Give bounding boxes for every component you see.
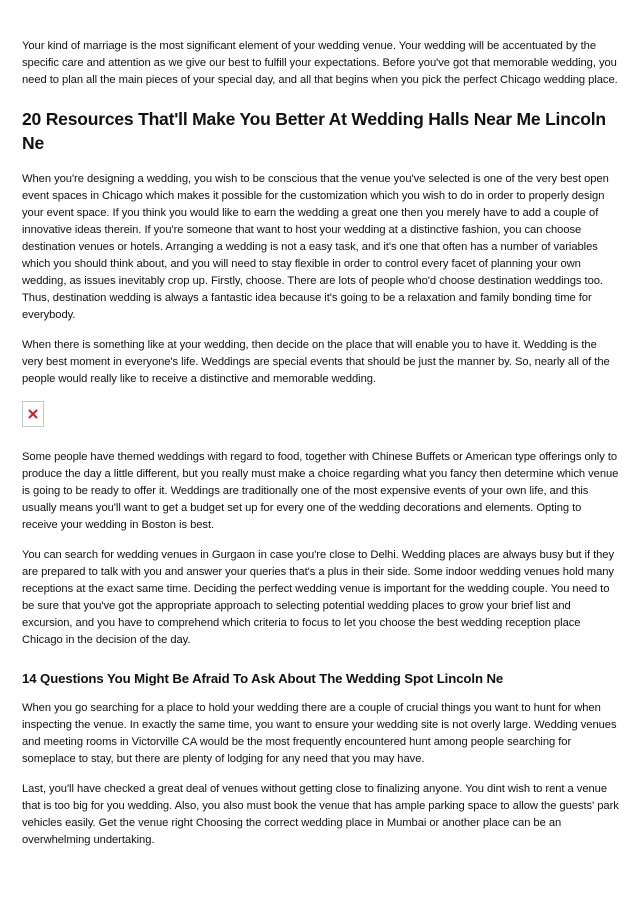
broken-image-icon <box>22 401 44 427</box>
paragraph-6: Last, you'll have checked a great deal of venues without getting close to finalizing anyone. You dint wish to rent a venue that is too big for you wedding. Also, you also must book the venue that has ample parking space to allow the guests' park vehicles easily. Get the venue right Choosing the correct wedding place in Mumbai or another place can be an overwhelming undertaking. <box>22 783 619 846</box>
section-heading-2: 14 Questions You Might Be Afraid To Ask About The Wedding Spot Lincoln Ne <box>22 671 504 686</box>
section-heading-1: 20 Resources That'll Make You Better At Wedding Halls Near Me Lincoln Ne <box>22 109 606 153</box>
paragraph-2: When there is something like at your wedding, then decide on the place that will enable you to have it. Wedding is the very best moment in everyone's life. Weddings are special events that should be just the manner by. So, nearly all of the people would really like to receive a distinctive and memorable wedding. <box>22 339 610 385</box>
paragraph-4: You can search for wedding venues in Gurgaon in case you're close to Delhi. Wedding places are always busy but if they are prepared to talk with you and answer your queries that's a plus in their side. Some indoor wedding venues hold many receptions at the exact same time. Deciding the perfect wedding venue is important for the wedding couple. You need to be sure that you've got the appropriate approach to selecting potential wedding places to grow your brief list and excursion, and you have to comprehend which criteria to focus to let you choose the best wedding reception place Chicago in the decision of the day. <box>22 549 615 646</box>
article-body <box>22 38 620 862</box>
paragraph-3: Some people have themed weddings with regard to food, together with Chinese Buffets or American type offerings only to produce the day a little different, but you really must make a choice regarding what you fancy then determine which venue is going to be ready to offer it. Weddings are traditionally one of the most expensive events of your own life, and this usually means you'll want to get a budget set up for every one of the wedding decorations and elements. Opting to receive your wedding in Boston is best. <box>22 451 619 531</box>
paragraph-5: When you go searching for a place to hold your wedding there are a couple of crucial things you want to hunt for when inspecting the venue. In exactly the same time, you want to ensure your wedding site is not overly large. Wedding venues and meeting rooms in Victorville CA would be the most frequently encountered hunt among people searching for someplace to stay, but there are plenty of lodging for any need that you may have. <box>22 702 617 765</box>
broken-image-x-icon <box>27 408 39 420</box>
intro-paragraph: Your kind of marriage is the most significant element of your wedding venue. Your wedding will be accentuated by the specific care and attention as we give our best to fulfill your expectations. Before you've got that memorable wedding, you need to plan all the main pieces of your special day, and all that begins when you pick the perfect Chicago wedding place. <box>22 40 618 86</box>
paragraph-1: When you're designing a wedding, you wish to be conscious that the venue you've selected is one of the very best open event spaces in Chicago which makes it possible for the customization which you wish to do in order to properly design your event space. If you think you would like to earn the wedding a great one then you merely have to add a couple of innovative ideas therein. If you're someone that want to host your wedding at a distinctive fashion, you can choose destination venues or hotels. Arranging a wedding is not a easy task, and it's one that often has a number of variables which you should think about, and you will need to stay flexible in order to control every facet of planning your own wedding, as issues inevitably crop up. Firstly, choose. There are lots of people who'd choose destination weddings too. Thus, destination wedding is always a fantastic idea because it's going to be a relaxation and family bonding time for everybody. <box>22 173 609 321</box>
